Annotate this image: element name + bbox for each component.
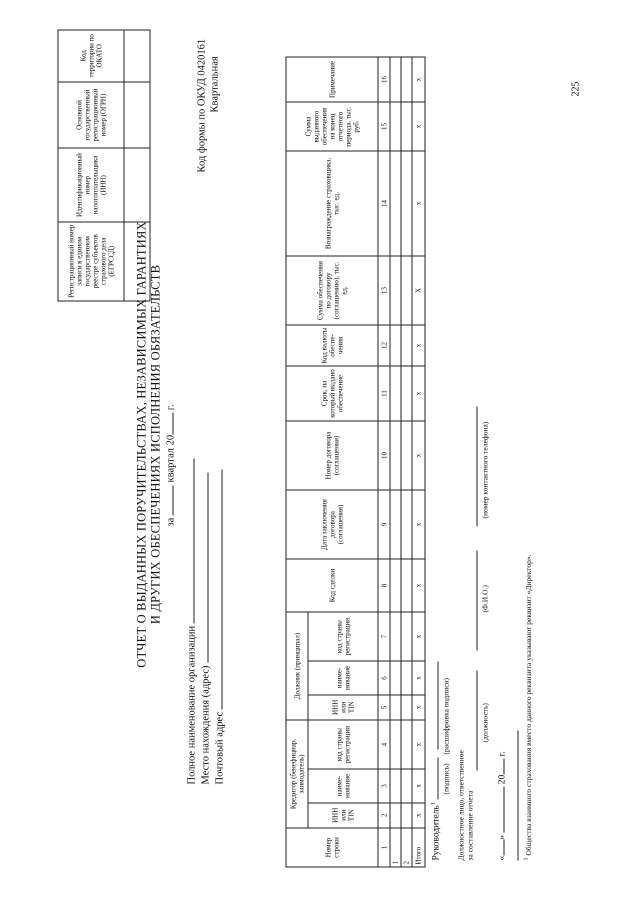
col-issued-sum: Сумма выданного обеспечения на конец отчетного периода, тыс. руб.	[286, 102, 378, 151]
codes-value-okato	[124, 30, 150, 82]
form-periodicity: Квартальная	[209, 56, 221, 113]
col-number: 6	[378, 661, 390, 694]
col-deal-code: Код сделки	[286, 559, 378, 612]
col-creditor-inn: ИНН или TIN	[308, 803, 378, 828]
official-label: Должностное лицо, ответственное за составление отчета	[456, 750, 475, 861]
total-cell: x	[412, 366, 425, 421]
total-cell: X	[412, 256, 425, 325]
col-debtor-country: код страны регистрации	[308, 612, 378, 661]
col-number: 16	[378, 57, 390, 102]
decode-caption: (расшифровка подписи)	[441, 677, 451, 755]
codes-header-egrssd: Регистрационный номер записи в едином государственном реестре субъектов страхового дела (ЕГРССД)	[58, 222, 124, 301]
main-table	[286, 57, 426, 868]
position-line	[477, 671, 478, 771]
total-cell: x	[412, 661, 425, 694]
col-row-no: Номер строки	[286, 828, 378, 867]
table-row	[390, 57, 401, 867]
col-number: 5	[378, 695, 390, 720]
total-row	[412, 57, 425, 867]
total-cell: x	[412, 421, 425, 490]
report-date-line: «» 20 г.	[497, 751, 508, 861]
total-cell: x	[412, 612, 425, 661]
fio-line	[477, 551, 478, 651]
phone-line	[477, 407, 478, 527]
footnote-rule	[518, 731, 519, 861]
col-term: Срок, на который выдано обеспечение	[286, 366, 378, 421]
report-title-line1: ОТЧЕТ О ВЫДАННЫХ ПОРУЧИТЕЛЬСТВАХ, НЕЗАВИСИМЫХ ГАРАНТИЯХ	[134, 221, 149, 668]
table-row	[401, 57, 412, 867]
codes-header-ogrn: Основной государственный регистрационный номер (ОГРН)	[58, 82, 124, 149]
row-label: 2	[401, 828, 412, 867]
rotated-page	[1, 0, 640, 905]
phone-caption: (номер контактного телефона)	[480, 421, 490, 519]
col-number: 15	[378, 102, 390, 151]
total-cell: x	[412, 559, 425, 612]
page-number: 225	[570, 81, 582, 97]
codes-header-inn: Идентификационный номер налогоплательщика (ИНН)	[58, 148, 124, 221]
group-creditor: Кредитор (бенефициар, заимодатель)	[286, 720, 308, 828]
col-debtor-inn: ИНН или TIN	[308, 695, 378, 720]
group-debtor: Должник (принципал)	[286, 612, 308, 720]
position-caption: (должность)	[480, 703, 490, 743]
total-cell: x	[412, 102, 425, 151]
col-creditor-name: наиме-нование	[308, 769, 378, 802]
total-cell: x	[412, 803, 425, 828]
total-label: Итого	[412, 828, 425, 867]
col-number: 12	[378, 325, 390, 366]
row-label: 1	[390, 828, 401, 867]
col-number: 10	[378, 421, 390, 490]
total-cell: x	[412, 325, 425, 366]
total-cell: x	[412, 769, 425, 802]
col-amount: Сумма обеспечения по договору (соглашению), тыс. ед.	[286, 256, 378, 325]
col-contract-date: Дата заключения договора (соглашения)	[286, 490, 378, 559]
footnote: $^1$ Общества взаимного страхования вместо данного реквизита указывают реквизит «Директор».	[523, 554, 533, 861]
column-numbers-row	[378, 57, 390, 867]
total-cell: x	[412, 490, 425, 559]
col-debtor-name: наиме-нование	[308, 661, 378, 694]
form-code: Код формы по ОКУД 0420161	[196, 38, 208, 173]
org-location-field: Место нахождения (адрес)	[200, 473, 213, 785]
col-currency: Код валюты обеспе-чения	[286, 325, 378, 366]
head-signature-line: Руководитель$^1$	[428, 662, 444, 861]
sign-caption: (подпись)	[441, 763, 451, 795]
col-reward: Вознаграждение страховщика, тыс. ед.	[286, 151, 378, 256]
col-number: 13	[378, 256, 390, 325]
col-creditor-country: код страны регистрации	[308, 720, 378, 769]
total-cell: x	[412, 57, 425, 102]
report-title	[135, 135, 163, 755]
col-contract-no: Номер договора (соглашения)	[286, 421, 378, 490]
col-number: 1	[378, 828, 390, 867]
col-number: 3	[378, 769, 390, 802]
col-number: 11	[378, 366, 390, 421]
total-cell: x	[412, 151, 425, 256]
col-number: 7	[378, 612, 390, 661]
col-number: 14	[378, 151, 390, 256]
col-number: 9	[378, 490, 390, 559]
col-number: 4	[378, 720, 390, 769]
col-note: Примечание	[286, 57, 378, 102]
col-number: 2	[378, 803, 390, 828]
org-full-name-field: Полное наименование организации	[186, 458, 199, 784]
report-title-line2: И ДРУГИХ ОБЕСПЕЧЕНИЯХ ИСПОЛНЕНИЯ ОБЯЗАТЕЛЬСТВ	[148, 264, 163, 625]
report-period: за квартал 20 г.	[165, 404, 177, 527]
codes-header-okato: Код территории по ОКАТО	[58, 30, 124, 82]
total-cell: x	[412, 720, 425, 769]
fio-caption: (Ф.И.О.)	[480, 585, 490, 613]
org-postal-field: Почтовый адрес	[214, 469, 227, 784]
col-number: 8	[378, 559, 390, 612]
total-cell: x	[412, 695, 425, 720]
